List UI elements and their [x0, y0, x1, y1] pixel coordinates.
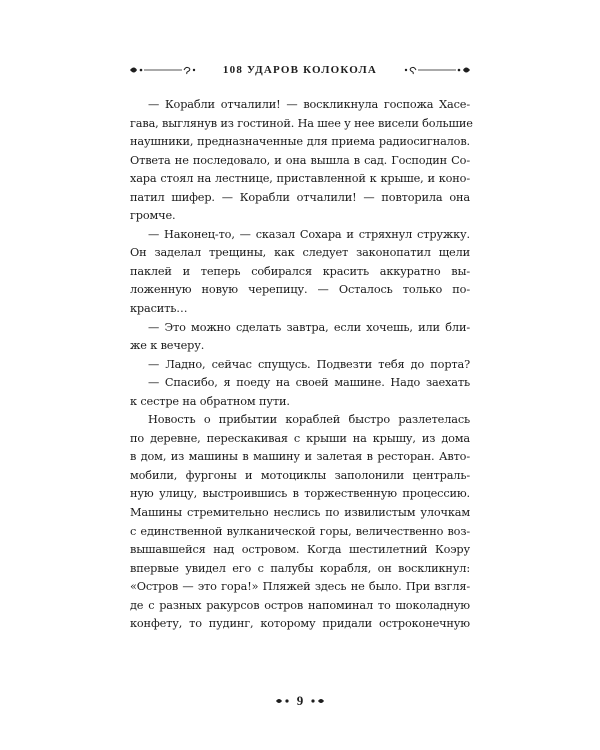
text-line: громче.: [130, 209, 176, 223]
text-line: «Остров — это гора!» Пляжей здесь не было. При взгля-: [130, 580, 470, 594]
text-line: патил шифер. — Корабли отчалили! — повторила она: [130, 190, 470, 204]
text-line: красить…: [130, 302, 188, 316]
text-line: же к вечеру.: [130, 339, 205, 353]
text-line: — Ладно, сейчас спущусь. Подвезти тебя до порта?: [148, 357, 470, 371]
text-line: паклей и теперь собирался красить аккуратно вы-: [130, 264, 470, 278]
text-line: наушники, предназначенные для приема радиосигналов.: [130, 135, 470, 149]
text-line: Он заделал трещины, как следует законопатил щели: [130, 246, 470, 260]
left-ornament-icon: [128, 64, 200, 76]
text-line: ную улицу, выстроившись в торжественную процессию.: [130, 487, 470, 501]
text-line: в дом, из машины в машину и залетая в ресторан. Авто-: [130, 450, 470, 464]
text-line: — Спасибо, я поеду на своей машине. Надо заехать: [148, 376, 470, 390]
text-line: — Наконец-то, — сказал Сохара и стряхнул стружку.: [148, 227, 470, 241]
text-line: по деревне, перескакивая с крыши на крышу, из дома: [130, 431, 470, 445]
text-line: с единственной вулканической горы, величественно воз-: [130, 524, 470, 538]
left-folio-ornament-icon: [275, 696, 291, 706]
running-title: 108 УДАРОВ КОЛОКОЛА: [222, 64, 378, 76]
right-ornament-icon: [400, 64, 472, 76]
running-header: [128, 62, 472, 78]
text-line: впервые увидел его с палубы корабля, он воскликнул:: [130, 561, 470, 575]
text-line: хара стоял на лестнице, приставленной к крыше, и коно-: [130, 172, 470, 186]
page-footer: [0, 693, 600, 709]
text-line: гава, выглянув из гостиной. На шее у нее висели большие: [130, 116, 473, 130]
text-line: Машины стремительно неслись по извилистым улочкам: [130, 506, 470, 520]
page-number: 9: [296, 693, 304, 708]
text-line: к сестре на обратном пути.: [130, 394, 290, 408]
text-line: Новость о прибытии кораблей быстро разлетелась: [148, 413, 470, 427]
right-folio-ornament-icon: [309, 696, 325, 706]
text-line: конфету, то пудинг, которому придали остроконечную: [130, 617, 470, 631]
text-line: — Это можно сделать завтра, если хочешь, или бли-: [148, 320, 470, 334]
text-line: мобили, фургоны и мотоциклы заполонили централь-: [130, 468, 470, 482]
text-line: де с разных ракурсов остров напоминал то шоколадную: [130, 598, 470, 612]
body-text: [130, 96, 473, 634]
text-line: — Корабли отчалили! — воскликнула госпожа Хасе-: [148, 98, 470, 111]
text-line: ложенную новую черепицу. — Осталось только по-: [130, 283, 470, 297]
text-line: Ответа не последовало, и она вышла в сад. Господин Со-: [130, 153, 470, 167]
text-line: вышавшейся над островом. Когда шестилетний Коэру: [130, 543, 470, 557]
